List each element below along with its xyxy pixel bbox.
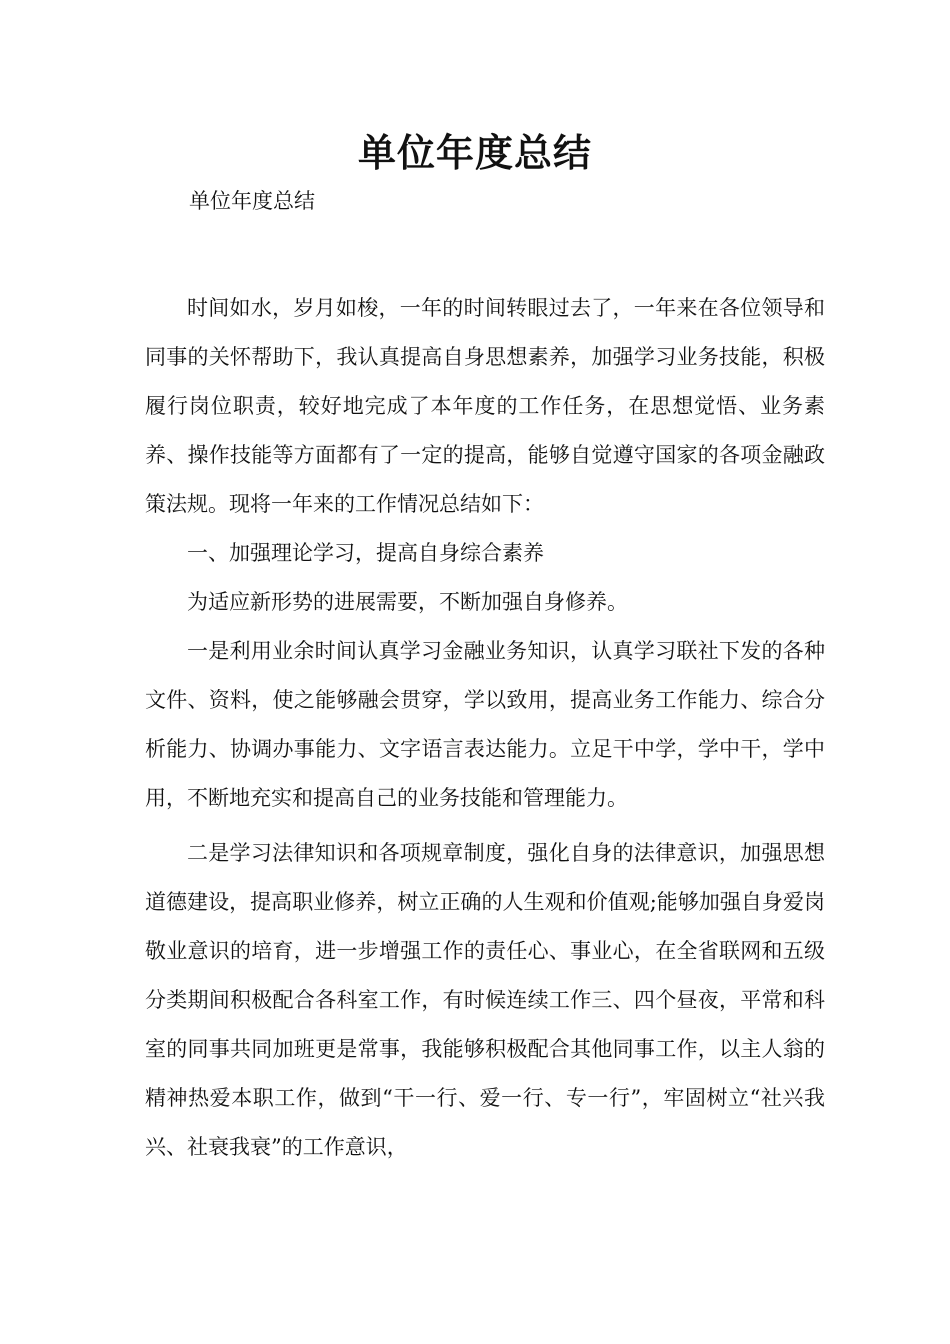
document-body [145, 284, 825, 1172]
paragraph-intro: 时间如水，岁月如梭，一年的时间转眼过去了，一年来在各位领导和同事的关怀帮助下，我认真提高自身思想素养，加强学习业务技能，积极履行岗位职责，较好地完成了本年度的工作任务，在思想觉悟、业务素养、操作技能等方面都有了一定的提高，能够自觉遵守国家的各项金融政策法规。现将一年来的工作情况总结如下： [145, 296, 825, 516]
document-subtitle: 单位年度总结 [189, 189, 315, 213]
paragraph-section-intro: 为适应新形势的进展需要，不断加强自身修养。 [187, 590, 628, 614]
paragraph-point-1: 一是利用业余时间认真学习金融业务知识，认真学习联社下发的各种文件、资料，使之能够融会贯穿，学以致用，提高业务工作能力、综合分析能力、协调办事能力、文字语言表达能力。立足干中学，学中干，学中用，不断地充实和提高自己的业务技能和管理能力。 [145, 639, 825, 810]
paragraph-point-2: 二是学习法律知识和各项规章制度，强化自身的法律意识，加强思想道德建设，提高职业修养，树立正确的人生观和价值观;能够加强自身爱岗敬业意识的培育，进一步增强工作的责任心、事业心，在全省联网和五级分类期间积极配合各科室工作，有时候连续工作三、四个昼夜，平常和科室的同事共同加班更是常事，我能够积极配合其他同事工作，以主人翁的精神热爱本职工作，做到“干一行、爱一行、专一行”，牢固树立“社兴我兴、社衰我衰”的工作意识， [145, 841, 825, 1159]
section-heading-1: 一、加强理论学习，提高自身综合素养 [187, 541, 544, 565]
document-title: 单位年度总结 [357, 131, 592, 175]
